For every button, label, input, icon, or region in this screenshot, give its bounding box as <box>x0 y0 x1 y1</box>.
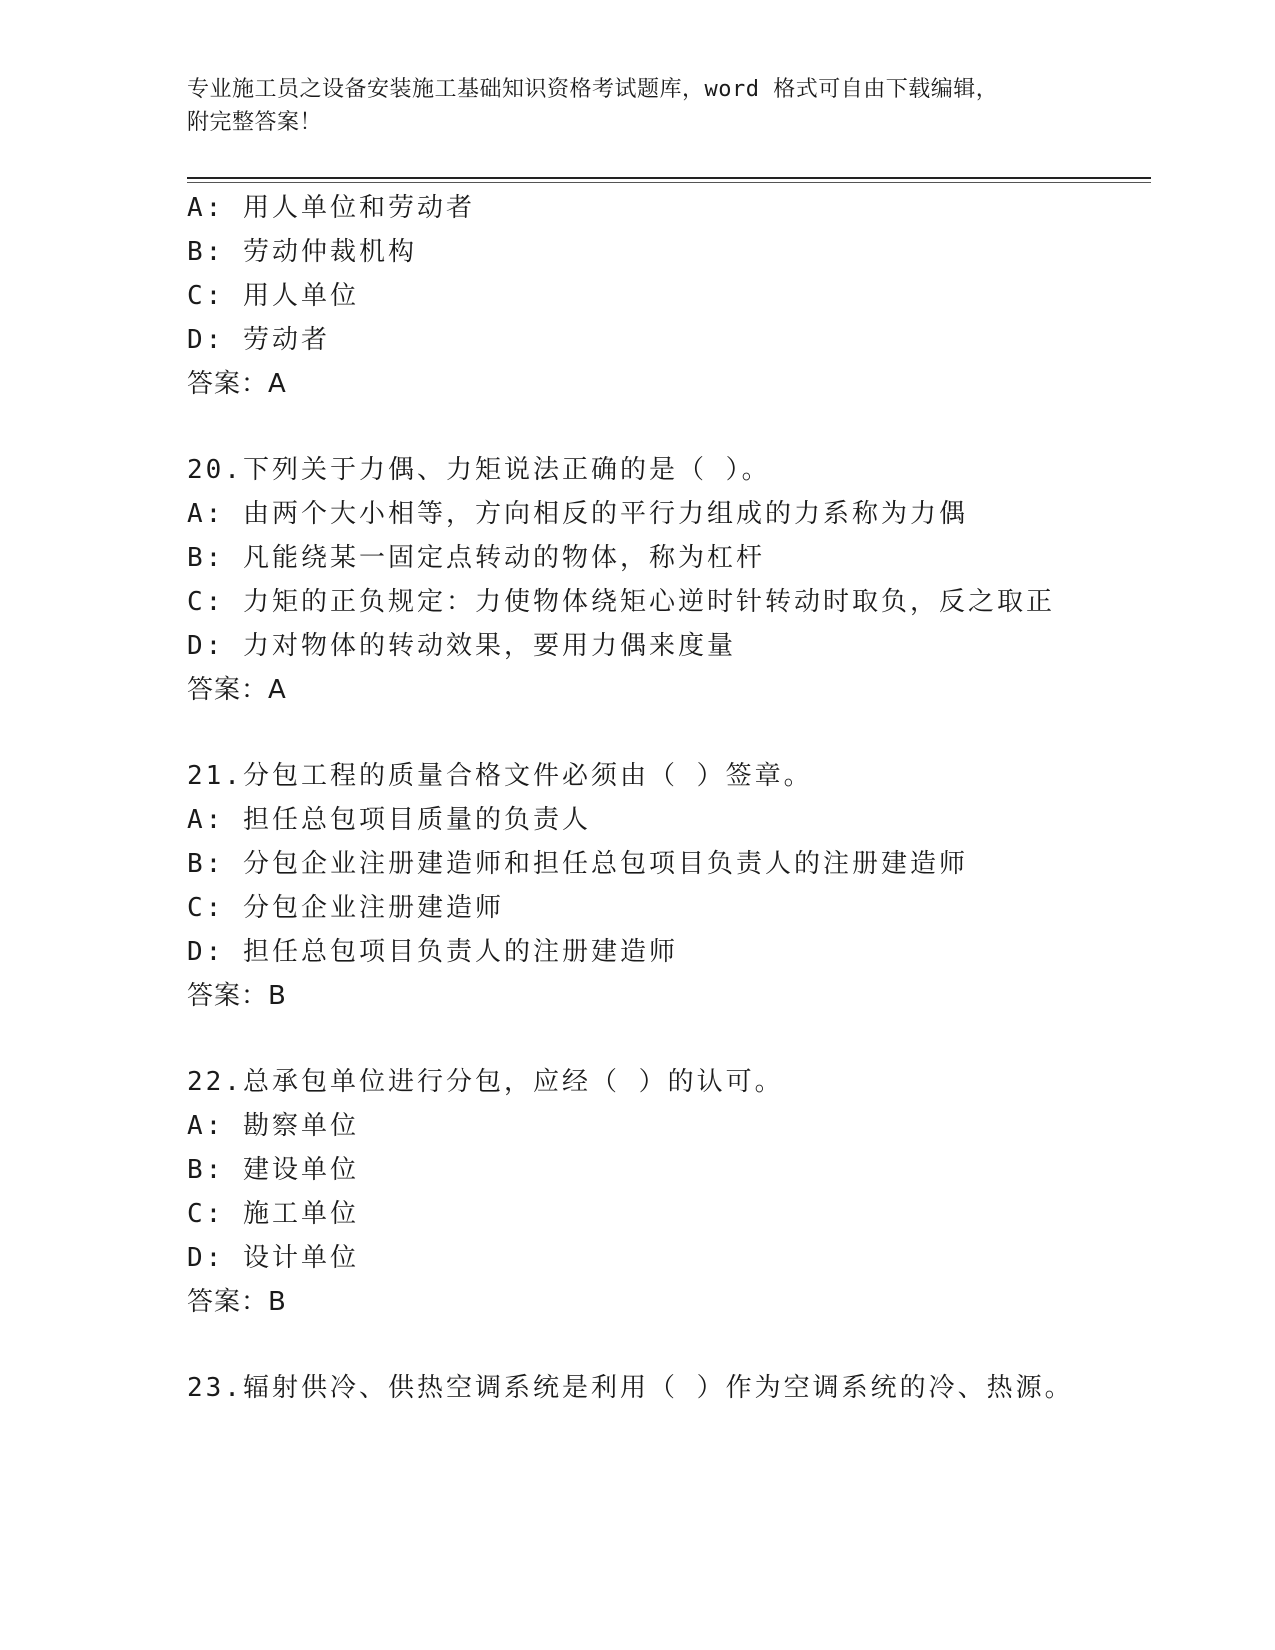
q21-option-d: D: 担任总包项目负责人的注册建造师 <box>187 937 678 967</box>
q19-option-b: B: 劳动仲裁机构 <box>187 237 417 267</box>
q21-option-b: B: 分包企业注册建造师和担任总包项目负责人的注册建造师 <box>187 849 968 879</box>
q23-stem: 23.辐射供冷、供热空调系统是利用（ ）作为空调系统的冷、热源。 <box>187 1373 1074 1403</box>
q20-stem: 20.下列关于力偶、力矩说法正确的是（ ）。 <box>187 455 771 485</box>
q21-stem: 21.分包工程的质量合格文件必须由（ ）签章。 <box>187 761 813 791</box>
q20-answer: 答案：A <box>187 675 287 705</box>
q21-option-c: C: 分包企业注册建造师 <box>187 893 504 923</box>
q19-answer: 答案：A <box>187 369 287 399</box>
q22-option-a: A: 勘察单位 <box>187 1111 359 1141</box>
q22-option-b: B: 建设单位 <box>187 1155 359 1185</box>
q22-option-d: D: 设计单位 <box>187 1243 359 1273</box>
q20-option-c: C: 力矩的正负规定：力使物体绕矩心逆时针转动时取负，反之取正 <box>187 587 1055 617</box>
header-line-2: 附完整答案！ <box>187 110 323 135</box>
q19-option-a: A: 用人单位和劳动者 <box>187 193 475 223</box>
q22-stem: 22.总承包单位进行分包，应经（ ）的认可。 <box>187 1067 784 1097</box>
q21-answer: 答案：B <box>187 981 287 1011</box>
q19-option-d: D: 劳动者 <box>187 325 330 355</box>
header-line-1: 专业施工员之设备安装施工基础知识资格考试题库，word 格式可自由下载编辑， <box>187 77 999 102</box>
q19-option-c: C: 用人单位 <box>187 281 359 311</box>
header-divider-thick <box>187 177 1151 179</box>
q20-option-a: A: 由两个大小相等，方向相反的平行力组成的力系称为力偶 <box>187 499 968 529</box>
q22-option-c: C: 施工单位 <box>187 1199 359 1229</box>
q20-option-d: D: 力对物体的转动效果，要用力偶来度量 <box>187 631 736 661</box>
q20-option-b: B: 凡能绕某一固定点转动的物体，称为杠杆 <box>187 543 765 573</box>
q21-option-a: A: 担任总包项目质量的负责人 <box>187 805 591 835</box>
header-divider-thin <box>187 182 1151 183</box>
document-header <box>187 73 1087 139</box>
q22-answer: 答案：B <box>187 1287 287 1317</box>
